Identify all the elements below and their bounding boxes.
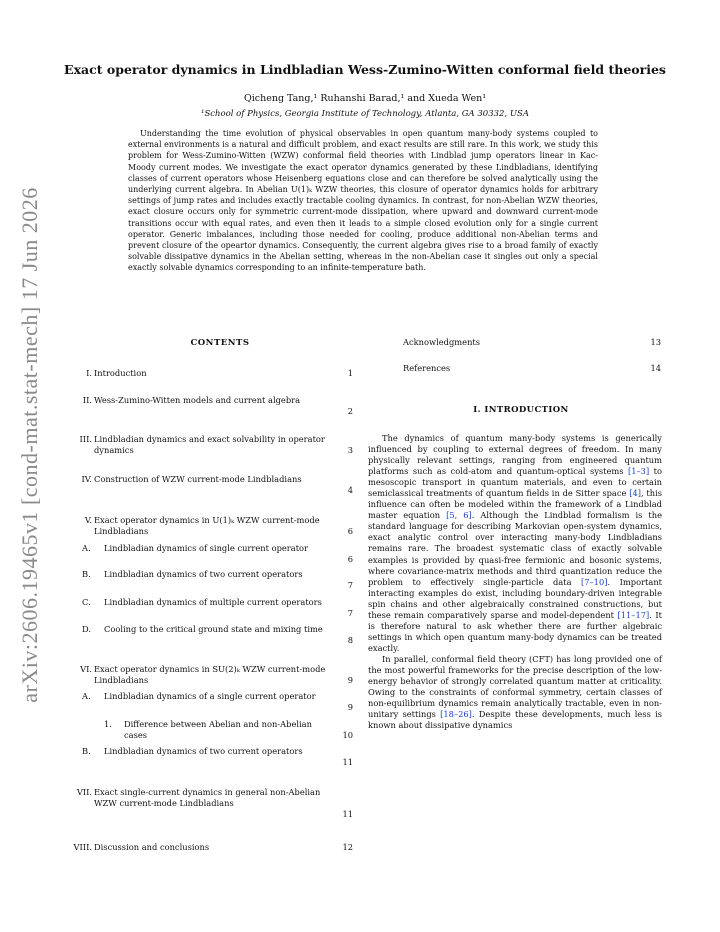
arxiv-identifier[interactable]: arXiv:2606.19465v1 [cond-mat.stat-mech] 17 Jun 2026 [17,187,42,703]
toc-text: Construction of WZW current-mode Lindbladians [94,474,302,484]
toc-text: Difference between Abelian and non-Abelian cases [124,719,312,740]
toc-number: II. [82,395,92,405]
toc-number: V. [84,515,92,525]
toc-page: 10 [342,730,353,740]
toc-page: 13 [650,337,661,347]
toc-text: Introduction [94,368,147,378]
toc-number: A. [82,691,91,701]
toc-page: 1 [347,368,353,378]
toc-text: Lindbladian dynamics of two current operators [104,746,303,756]
abstract: Understanding the time evolution of physical observables in open quantum many-body systems coupled to external environments is a natural and difficult problem, and exact results are still rare. In this work, we study this problem for Wess-Zumino-Witten (WZW) conformal field theories with Lindblad jump operators linear in Kac-Moody current modes. We investigate the exact operator dynamics generated by these Lindbladians, identifying classes of current operators whose Heisenberg equations close and can therefore be solved analytically using the underlying current algebra. In Abelian U(1)ₖ WZW theories, this closure of operator dynamics holds for arbitrary settings of jump rates and includes exactly tractable cooling dynamics. In contrast, for non-Abelian WZW theories, exact closure occurs only for symmetric current-mode dissipation, where upward and downward current-mode transitions occur with equal rates, and even then it leads to a simple closed evolution only for a single current operator. Generic imbalances, including those needed for cooling, produce additional non-Abelian terms and prevent closure of the opeartor dynamics. Consequently, the current algebra gives rise to a broad family of exactly solvable dissipative dynamics in the Abelian setting, whereas in the non-Abelian case it singles out only a special exactly solvable dynamics corresponding to an infinite-temperature bath. [128,129,598,273]
arxiv-sidebar [10,187,50,703]
toc-text: Exact operator dynamics in U(1)ₖ WZW current-mode Lindbladians [94,515,320,536]
toc-page: 7 [347,580,353,590]
citation-link[interactable]: [7–10] [581,576,608,587]
introduction-body [368,433,662,731]
citation-link[interactable]: [1–3] [628,466,650,477]
toc-text: Lindbladian dynamics and exact solvability in operator dynamics [94,434,325,455]
toc-number: III. [79,434,92,444]
toc-page: 2 [347,406,353,416]
toc-page: 6 [347,526,353,536]
toc-number: 1. [104,719,112,729]
toc-text: Exact operator dynamics in SU(2)ₖ WZW current-mode Lindbladians [94,664,326,685]
toc-number: VI. [80,664,92,674]
toc-page: 9 [347,675,353,685]
toc-text: Lindbladian dynamics of a single current operator [104,691,316,701]
toc-text: Discussion and conclusions [94,842,210,852]
toc-number: VII. [76,787,92,797]
toc-number: I. [86,368,92,378]
author-list: Qicheng Tang,¹ Ruhanshi Barad,¹ and Xueda Wen¹ [243,93,487,104]
toc-page: 6 [347,554,353,564]
toc-entry-acknowledgments[interactable] [403,337,661,347]
paper-title: Exact operator dynamics in Lindbladian Wess-Zumino-Witten conformal field theories [64,62,666,77]
toc-text: Exact single-current dynamics in general non-Abelian WZW current-mode Lindbladians [94,787,321,808]
toc-text: Lindbladian dynamics of two current operators [104,569,303,579]
intro-paragraph: In parallel, conformal field theory (CFT) has long provided one of the most powerful frameworks for the precise description of the low-energy behavior of strongly correlated quantum matter at criticality. Owing to the constraints of conformal symmetry, certain classes of non-equilibrium dynamics remain analytically tractable, even in non-unitary settings [18–26]. Despite these developments, much less is known about dissipative dynamics [368,653,662,731]
citation-link[interactable]: [18–26] [440,709,472,720]
toc-text: Wess-Zumino-Witten models and current algebra [94,395,301,405]
citation-link[interactable]: [4] [629,488,641,499]
toc-entry-references[interactable] [403,363,661,373]
affiliation: ¹School of Physics, Georgia Institute of Technology, Atlanta, GA 30332, USA [201,109,529,119]
toc-number: B. [82,746,91,756]
section-heading-introduction: I. INTRODUCTION [473,405,569,415]
toc-number: C. [82,597,91,607]
toc-text: Cooling to the critical ground state and mixing time [104,624,323,634]
citation-link[interactable]: [11–17] [617,609,650,620]
citation-link[interactable]: [5, 6] [446,510,472,521]
toc-page: 4 [347,485,353,495]
toc-number: D. [82,624,91,634]
toc-page: 3 [347,445,353,455]
toc-number: B. [82,569,91,579]
toc-text: Acknowledgments [403,337,481,347]
toc-text: Lindbladian dynamics of multiple current operators [104,597,322,607]
toc-page: 9 [347,702,353,712]
toc-number: VIII. [73,842,92,852]
contents-heading: CONTENTS [190,338,250,348]
toc-number: A. [82,543,91,553]
intro-paragraph: The dynamics of quantum many-body systems is generically influenced by coupling to external degrees of freedom. In many physically relevant settings, ranging from engineered quantum platforms such as cold-atom and quantum-optical systems [1–3] to mesoscopic transport in quantum materials, and even to certain semiclassical treatments of quantum fields in de Sitter space [4], this influence can often be modeled within the framework of a Lindblad master equation [5, 6]. Although the Lindblad formalism is the standard language for describing Markovian open-system dynamics, exact analytic control over interacting many-body Lindbladians remains rare. The broadest systematic class of exactly solvable examples is provided by quasi-free fermionic and bosonic systems, where covariance-matrix methods and third quantization reduce the problem to effectively single-particle data [7–10]. Important interacting examples do exist, including boundary-driven integrable spin chains and other algebraically constrained constructions, but these remain comparatively sparse and model-dependent [11–17]. It is therefore natural to ask whether there are further algebraic settings in which open quantum many-body dynamics can be treated exactly. [368,433,662,653]
toc-page: 12 [342,842,353,852]
toc-number: IV. [81,474,92,484]
toc-page: 8 [347,635,353,645]
toc-page: 11 [342,757,353,767]
toc-text: References [403,363,451,373]
toc-page: 7 [347,608,353,618]
toc-page: 11 [342,809,353,819]
toc-text: Lindbladian dynamics of single current operator [104,543,309,553]
toc-page: 14 [650,363,661,373]
